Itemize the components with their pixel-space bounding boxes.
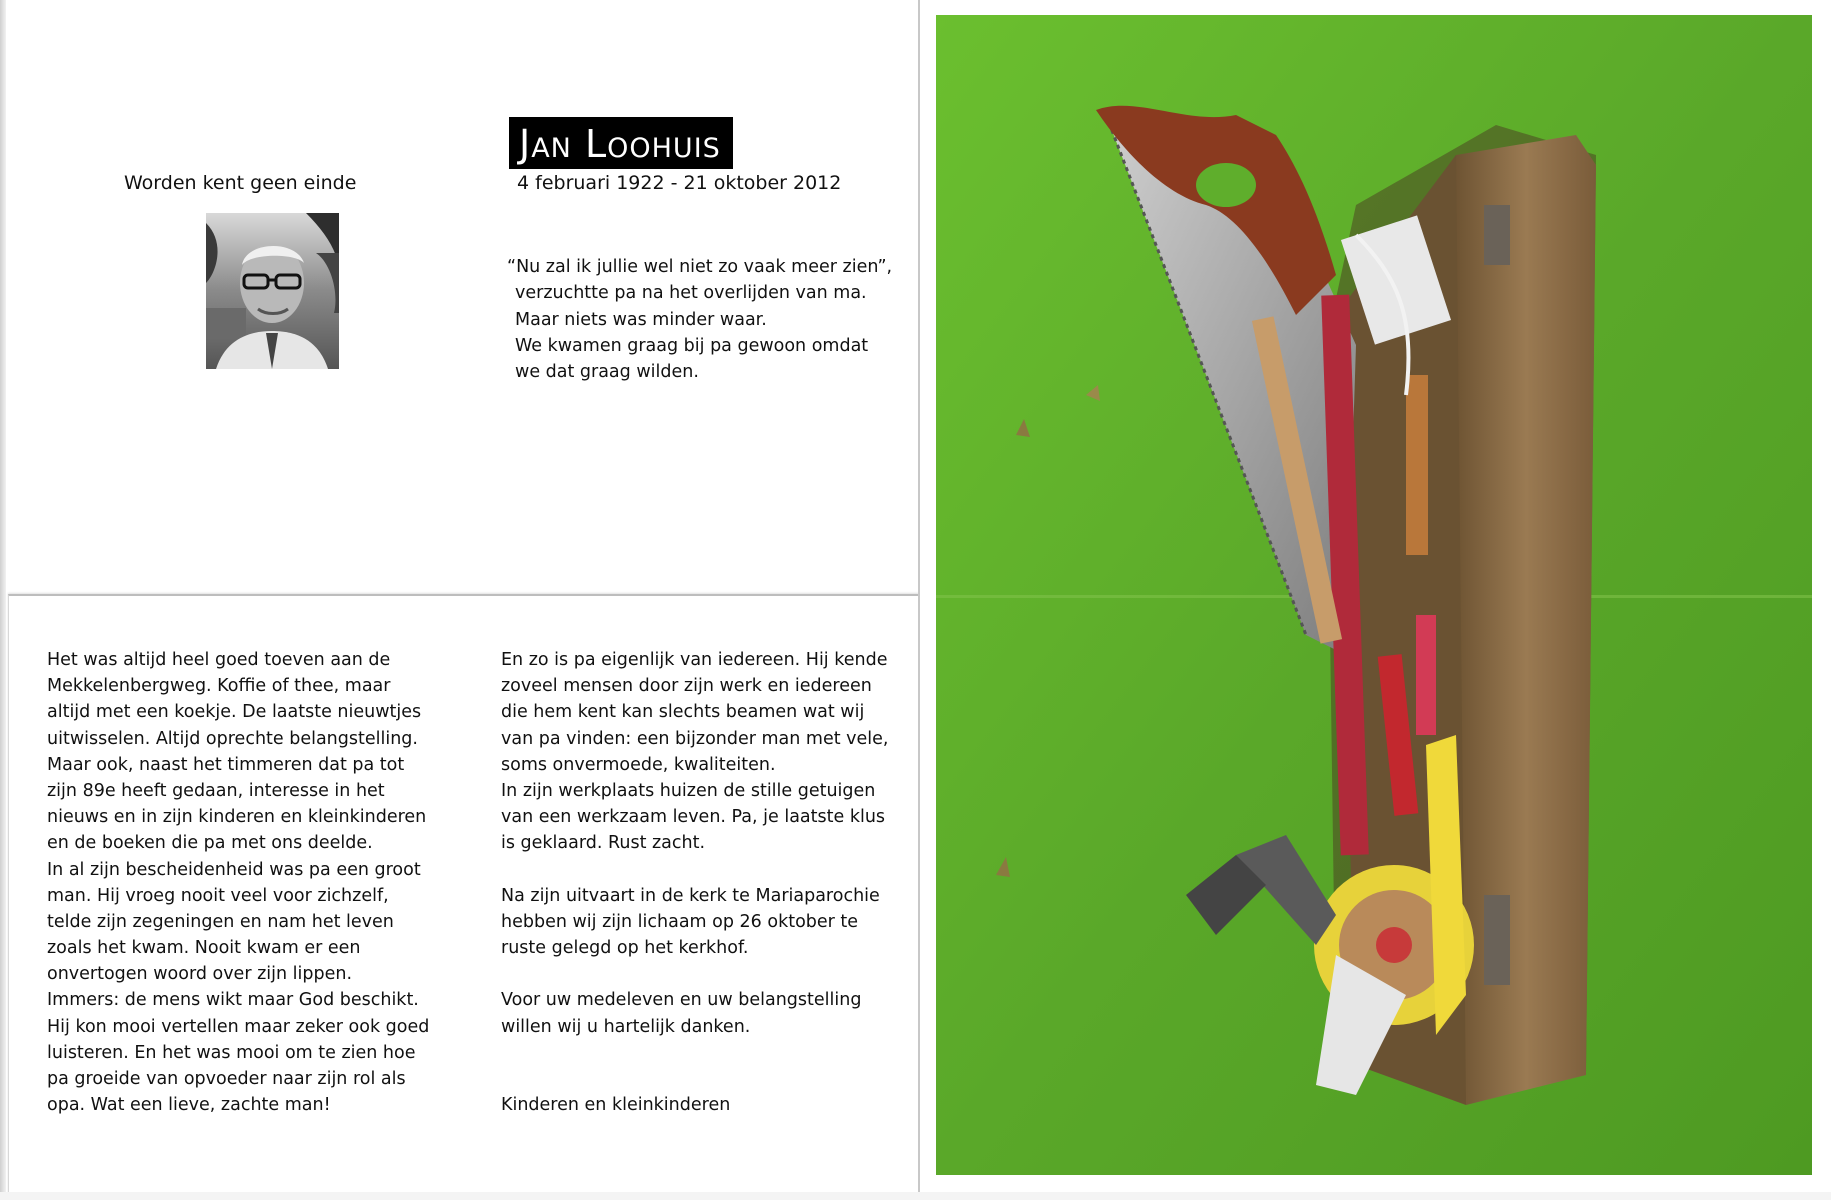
page-gap [920, 0, 936, 1200]
text-line: soms onvermoede, kwaliteiten. [501, 754, 776, 775]
text-line: In al zijn bescheidenheid was pa een groot [47, 859, 421, 880]
text-line: altijd met een koekje. De laatste nieuwtjes [47, 702, 422, 723]
toolbox-photo [936, 15, 1812, 1175]
text-line: van pa vinden: een bijzonder man met vele, [501, 728, 889, 749]
portrait-photo [206, 213, 339, 369]
motto-text: Worden kent geen einde [124, 172, 357, 194]
text-line: hebben wij zijn lichaam op 26 oktober te [501, 911, 859, 932]
text-line: pa groeide van opvoeder naar zijn rol als [47, 1069, 406, 1089]
toolbox-image [936, 15, 1812, 1175]
tribute-left-column [47, 647, 429, 1118]
quote-line: “Nu zal ik jullie wel niet zo vaak meer zien”, [507, 257, 893, 277]
text-line: man. Hij vroeg nooit veel voor zichzelf, [47, 885, 389, 906]
quote-line: we dat graag wilden. [515, 362, 699, 383]
quote-block [507, 254, 892, 385]
text-line: In zijn werkplaats huizen de stille getuigen [501, 780, 876, 801]
text-line: En zo is pa eigenlijk van iedereen. Hij kende [501, 650, 888, 670]
text-line [501, 1066, 888, 1092]
life-dates: 4 februari 1922 - 21 oktober 2012 [517, 172, 842, 194]
scan-edge [0, 0, 6, 1200]
text-line: Hij kon mooi vertellen maar zeker ook goed [47, 1016, 430, 1037]
text-line: opa. Wat een lieve, zachte man! [47, 1095, 331, 1116]
text-line: Mekkelenbergweg. Koffie of thee, maar [47, 676, 391, 697]
quote-line: Maar niets was minder waar. [515, 309, 767, 330]
text-line: zijn 89e heeft gedaan, interesse in het [47, 780, 385, 801]
portrait-image [206, 213, 339, 369]
quote-line: We kwamen graag bij pa gewoon omdat [515, 335, 869, 356]
text-line: zoals het kwam. Nooit kwam er een [47, 938, 361, 959]
text-line: Immers: de mens wikt maar God beschikt. [47, 990, 419, 1011]
text-line: willen wij u hartelijk danken. [501, 1016, 751, 1037]
text-line: Voor uw medeleven en uw belangstelling [501, 990, 862, 1011]
text-line: en de boeken die pa met ons deelde. [47, 833, 373, 854]
text-line: zoveel mensen door zijn werk en iedereen [501, 676, 872, 697]
text-line: telde zijn zegeningen en nam het leven [47, 911, 394, 932]
text-line [501, 961, 888, 987]
text-line: uitwisselen. Altijd oprechte belangstelling. [47, 728, 418, 749]
text-line: ruste gelegd op het kerkhof. [501, 938, 749, 959]
text-line: is geklaard. Rust zacht. [501, 833, 706, 854]
text-line: luisteren. En het was mooi om te zien hoe [47, 1042, 416, 1063]
text-line: Kinderen en kleinkinderen [501, 1095, 731, 1116]
text-line: Na zijn uitvaart in de kerk te Mariaparochie [501, 885, 880, 906]
text-line: van een werkzaam leven. Pa, je laatste klus [501, 807, 886, 828]
deceased-name: Jan Loohuis [509, 117, 733, 169]
scan-edge-bottom [0, 1192, 1831, 1200]
text-line: onvertogen woord over zijn lippen. [47, 964, 353, 985]
text-line [501, 857, 888, 883]
text-line: nieuws en in zijn kinderen en kleinkinderen [47, 807, 427, 828]
tribute-right-column [501, 647, 888, 1118]
text-line: die hem kent kan slechts beamen wat wij [501, 702, 865, 723]
text-line [501, 1040, 888, 1066]
text-line: Het was altijd heel goed toeven aan de [47, 650, 391, 670]
text-line: Maar ook, naast het timmeren dat pa tot [47, 754, 405, 775]
quote-line: verzuchtte pa na het overlijden van ma. [515, 283, 867, 304]
